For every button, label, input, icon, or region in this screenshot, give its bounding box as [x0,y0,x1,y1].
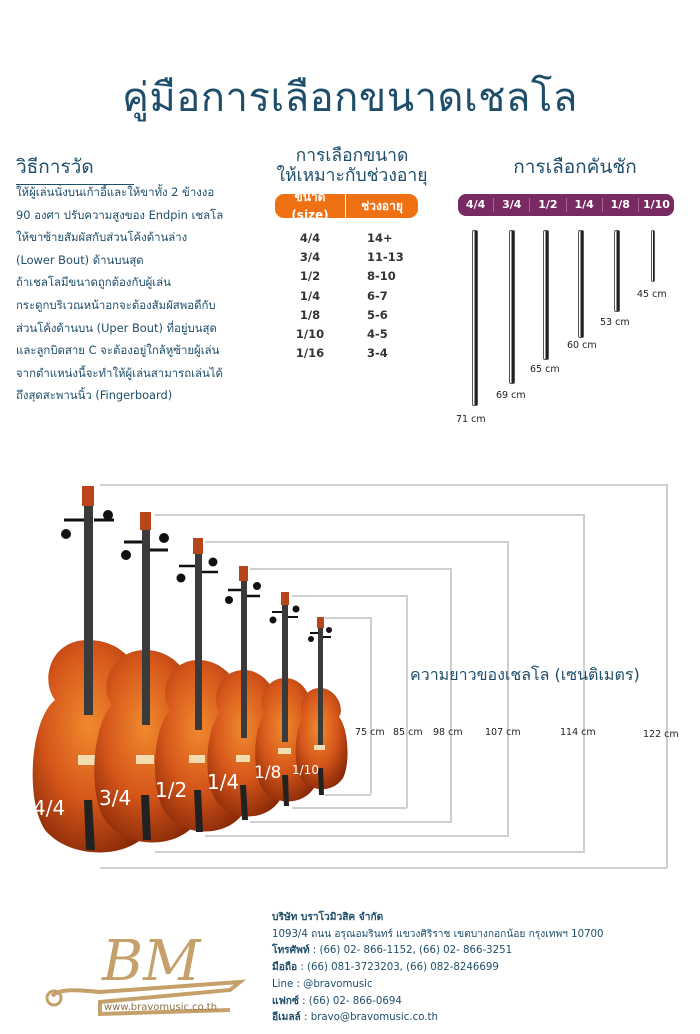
company-name: บริษัท บราโวมิวสิค จำกัด [272,912,384,923]
bracket-line [370,617,372,794]
cello-length-label: 75 cm [355,727,385,738]
cello-length-label: 98 cm [433,727,463,738]
bow-length-label: 69 cm [496,390,526,401]
age-table-body [275,228,418,363]
email-value[interactable]: : bravo@bravomusic.co.th [300,1012,438,1024]
age-title-line2: ให้เหมาะกับช่วงอายุ [276,166,428,186]
bow-icon [614,230,620,312]
age-table-header [275,190,418,222]
measure-line: กระดูกบริเวณหน้าอกจะต้องสัมผัสพอดีกับ [16,297,216,312]
age-cell: 14+ [367,230,393,245]
cello-length-label: 107 cm [485,727,521,738]
age-cell: 6-7 [367,288,388,303]
size-cell: 1/4 [299,288,321,303]
bow-size-label: 1/4 [567,198,603,212]
bow-length-label: 71 cm [456,414,486,425]
header-size: ขนาด (size) [275,188,346,224]
age-table-title [262,146,442,186]
bow-size-label: 1/2 [530,198,566,212]
bow-chart-title: การเลือกคันชัก [513,156,637,178]
bow-length-label: 53 cm [600,317,630,328]
bow-icon [472,230,478,406]
cello-length-title: ความยาวของเชลโล (เซนติเมตร) [410,665,640,684]
email-row [272,1010,604,1027]
header-age: ช่วงอายุ [361,198,403,213]
cello-length-label: 114 cm [560,727,596,738]
svg-text:www.bravomusic.co.th: www.bravomusic.co.th [104,1002,218,1013]
bow-icon [543,230,549,360]
bow-icon [651,230,655,282]
bravo-music-logo [40,910,250,1020]
bow-size-label: 1/8 [603,198,639,212]
bow-length-label: 65 cm [530,364,560,375]
table-row [275,344,418,363]
table-row [275,267,418,286]
age-cell: 11-13 [367,249,404,264]
bracket-line [507,541,509,836]
cello-size-label: 4/4 [33,796,66,820]
table-row [275,324,418,343]
company-address: 1093/4 ถนน อรุณอมรินทร์ แขวงศิริราช เขตบางกอกน้อย กรุงเทพฯ 10700 [272,928,604,940]
svg-text:BM: BM [102,929,201,994]
bow-size-label: 3/4 [494,198,530,212]
phone-label: โทรศัพท์ [272,945,310,957]
cello-size-label: 1/4 [207,770,240,794]
bow-size-label: 1/10 [642,198,670,211]
size-cell: 1/16 [295,346,325,361]
bow-icon [509,230,515,384]
page-title: คู่มือการเลือกขนาดเชลโล [122,74,578,121]
age-cell: 3-4 [367,346,388,361]
measure-line: และลูกบิดสาย C จะต้องอยู่ใกล้หูซ้ายผู้เล่น [16,343,220,358]
measure-line: ถึงสุดสะพานนิ้ว (Fingerboard) [16,388,173,403]
measure-line: ให้ขาซ้ายสัมผัสกับส่วนโค้งด้านล่าง [16,230,188,245]
measure-line: ให้ผู้เล่นนั่งบนเก้าอี้และให้ขาทั้ง 2 ข้างงอ [16,185,215,199]
measure-line: ส่วนโค้งด้านบน (Uper Bout) ที่อยู่บนสุด [16,320,217,335]
age-title-line1: การเลือกขนาด [295,146,409,166]
table-row [275,247,418,266]
size-cell: 1/10 [295,327,325,342]
bow-size-label: 4/4 [458,198,494,212]
cello-size-label: 1/2 [155,778,188,802]
cello-size-label: 3/4 [99,786,132,810]
measure-instructions [16,181,266,407]
size-cell: 1/8 [299,307,321,322]
bow-length-label: 60 cm [567,340,597,351]
bow-length-label: 45 cm [637,289,667,300]
measure-line: 90 องศา ปรับความสูงของ Endpin เชลโล [16,207,224,222]
mobile-label: มือถือ [272,962,298,974]
age-cell: 5-6 [367,307,388,322]
cello-length-label: 85 cm [393,727,423,738]
bow-icon [578,230,584,338]
size-cell: 3/4 [299,249,321,264]
age-cell: 8-10 [367,269,396,284]
bracket-line [450,568,452,821]
table-row [275,286,418,305]
phone-value: : (66) 02- 866-1152, (66) 02- 866-3251 [309,945,513,957]
size-cell: 1/2 [299,269,321,284]
fax-label: แฟกซ์ [272,995,299,1007]
age-cell: 4-5 [367,327,388,342]
mobile-value: : (66) 081-3723203, (66) 082-8246699 [297,962,499,974]
cello-size-label: 1/8 [254,763,282,783]
bracket-line [406,595,408,808]
line-id: Line : @bravomusic [272,978,373,990]
measure-line: จากตำแหน่งนี้จะทำให้ผู้เล่นสามารถเล่นได้ [16,365,223,380]
fax-value: : (66) 02- 866-0694 [298,995,402,1007]
bow-size-bar [458,194,674,216]
company-contact [272,910,604,1027]
cello-size-label: 1/10 [292,763,319,777]
phone-row [272,943,604,960]
cello-length-label: 122 cm [643,729,679,740]
mobile-row [272,960,604,977]
measure-heading: วิธีการวัด [16,152,134,185]
table-row [275,228,418,247]
size-cell: 4/4 [299,230,321,245]
logo-icon [40,910,250,1020]
bracket-line [666,484,668,868]
measure-line: ถ้าเชลโลมีขนาดถูกต้องกับผู้เล่น [16,275,171,290]
measure-line: (Lower Bout) ด้านบนสุด [16,252,144,267]
table-row [275,305,418,324]
email-label: อีเมลล์ [272,1012,301,1024]
fax-row [272,994,604,1011]
